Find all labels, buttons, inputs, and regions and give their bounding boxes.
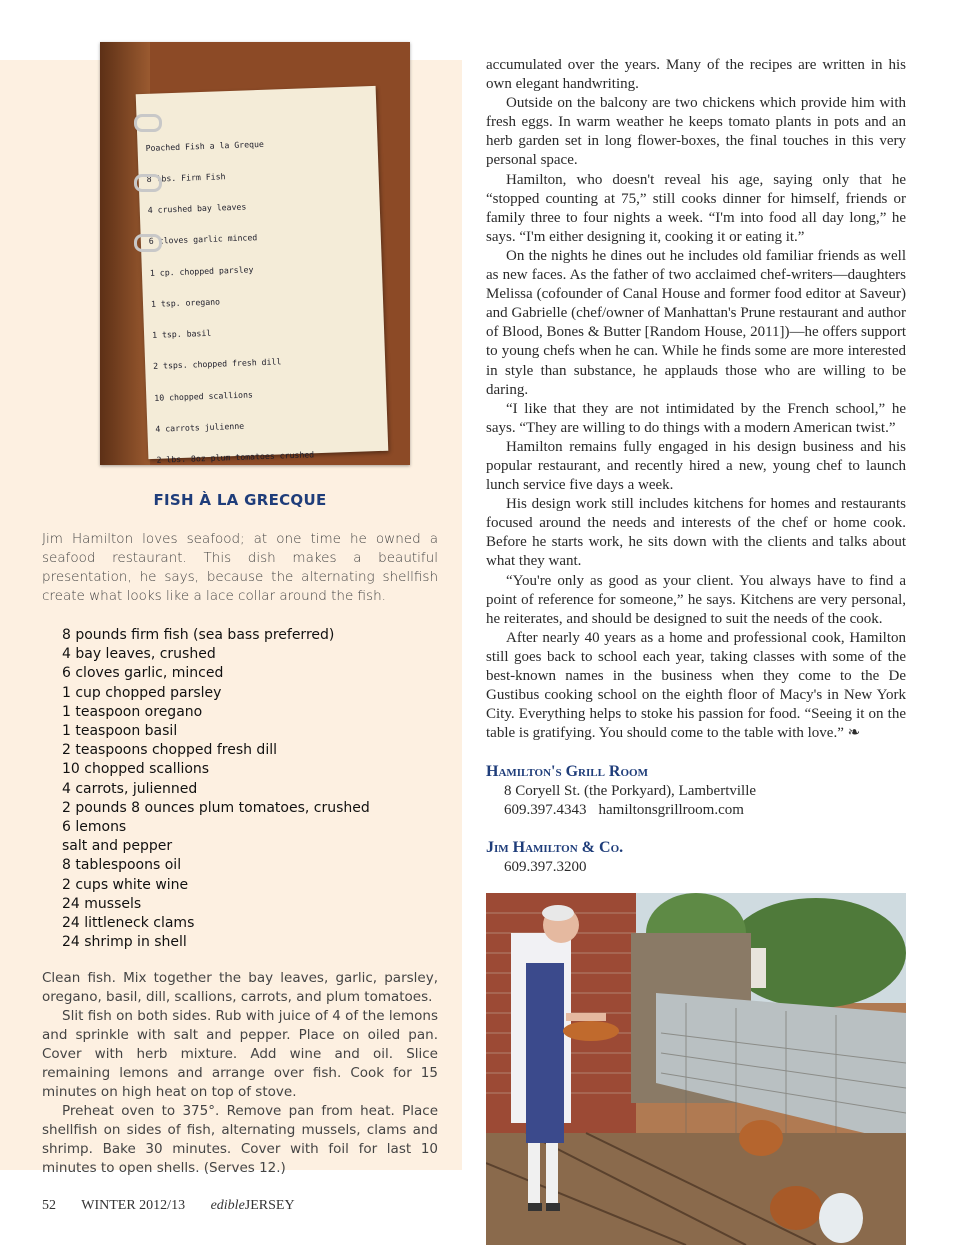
ingredient-item: 1 cup chopped parsley [62,684,222,701]
recipe-card-line: 1 cp. chopped parsley [149,263,254,278]
contact-name: Jim Hamilton & Co. [486,839,624,856]
handwritten-recipe-photo [100,42,410,465]
ingredient-item: 2 teaspoons chopped fresh dill [62,742,277,759]
article-paragraph: Hamilton, who doesn't reveal his age, saying only that he “stopped counting at 75,” still cooks dinner for himself, friends or family three to four nights a week. “I'm into food all day long,” he says. “I'm either designing it, cooking it or eating it.” [486,171,906,245]
magazine-brand [211,1198,295,1213]
contact-phone-web [486,801,906,820]
recipe-card-line: 4 crushed bay leaves [147,201,247,216]
ingredient-item: 8 tablespoons oil [62,857,182,874]
article-paragraph: “You're only as good as your client. You always have to find a point of reference for someone,” he says. Kitchens are very personal, he reiterates, and should be designed to suit the needs of the cook. [486,572,906,627]
article-body [486,56,906,743]
binder-ring-icon [134,114,162,132]
ingredient-list [62,626,442,952]
recipe-card-line: 2 lbs. 8oz plum tomatoes crushed [156,449,315,465]
ingredient-item: 2 pounds 8 ounces plum tomatoes, crushed [62,799,370,816]
ingredient-item: 8 pounds firm fish (sea bass preferred) [62,627,335,643]
ingredient-item: 4 bay leaves, crushed [62,646,216,663]
recipe-title: FISH À LA GRECQUE [153,491,327,509]
recipe-card-line: 10 chopped scallions [154,388,254,403]
recipe-card-line: 1 tsp. basil [151,327,212,340]
article-paragraph: Hamilton remains fully engaged in his design business and his popular restaurant, and recently hired a new, young chef to launch lunch service five days a week. [486,438,906,494]
contact-grill-room [486,762,906,820]
binder-ring-icon [134,234,162,252]
method-step: Preheat oven to 375°. Remove pan from heat. Place shellfish on sides of fish, alternating mussels, clams and shrimp. Bake 30 minutes. Cover with foil for last 10 minutes to open shells. (Serves 12.) [42,1103,438,1176]
article-paragraph: On the nights he dines out he includes old familiar friends as well as new faces. As the father of two acclaimed chef-writers—daughters Melissa (cofounder of Canal House and former food editor at Saveur) and Gabrielle (chef/owner of Manhattan's Prune restaurant and author of Blood, Bones & Butter [Random House, 2011])—he offers support to young chefs when he can. While he finds some are more interested in style than substance, he applauds those who are willing to be daring. [486,247,906,398]
recipe-card-line: 2 tsps. chopped fresh dill [153,356,282,372]
ingredient-item: salt and pepper [62,838,173,855]
contact-address: 8 Coryell St. (the Porkyard), Lambertville [504,783,757,799]
ingredient-item: 2 cups white wine [62,876,189,893]
recipe-card [136,86,389,465]
brand-name: JERSEY [244,1198,295,1213]
article-paragraph: His design work still includes kitchens for homes and restaurants focused around the needs and interests of the chef or home cook. Before he starts work, he sits down with the clients and talks about what they want. [486,496,906,570]
page-number: 52 [42,1198,56,1213]
recipe-card-line: 4 carrots julienne [155,420,245,434]
issue-label: WINTER 2012/13 [81,1198,186,1213]
brand-prefix: edible [210,1198,245,1213]
recipe-intro: Jim Hamilton loves seafood; at one time he owned a seafood restaurant. This dish makes a beautiful presentation, he says, because the alternating shellfish create what looks like a lace collar around the fish. [42,531,438,604]
recipe-card-line: Poached Fish a la Greque [145,138,264,153]
recipe-card-line: 1 tsp. oregano [150,296,221,309]
contact-name: Hamilton's Grill Room [486,763,648,780]
contact-website[interactable]: hamiltonsgrillroom.com [598,802,744,818]
contact-phone: 609.397.4343 [504,802,587,818]
chef-with-chickens-photo [486,893,906,1245]
ingredient-item: 1 teaspoon oregano [62,703,203,720]
article-paragraph: Outside on the balcony are two chickens which provide him with fresh eggs. In warm weather he keeps tomato plants in pots and an herb garden set in long flower-boxes, the final touches in this very personal space. [486,95,906,169]
method-step: Slit fish on both sides. Rub with juice of 4 of the lemons and sprinkle with salt and pepper. Place on oiled pan. Cover with herb mixture. Add wine and oil. Slice remaining lemons and arrange over fish. Cook for 15 minutes on high heat on top of stove. [42,1008,438,1100]
article-paragraph: accumulated over the years. Many of the recipes are written in his own elegant handwriting. [486,57,906,93]
ingredient-item: 24 shrimp in shell [62,934,187,951]
article-paragraph: After nearly 40 years as a home and professional cook, Hamilton still goes back to school each year, taking classes with some of the best-known names in the business when they come to the De Gustibus cooking school on the eighth floor of Macy's in New York City. Everything helps to stoke his passion for food. “Seeing it on the table is gratifying. You should come to the table with love.” ❧ [486,629,906,742]
ingredient-item: 6 cloves garlic, minced [62,665,224,682]
ingredient-item: 24 littleneck clams [62,915,195,932]
contact-phone: 609.397.3200 [504,859,587,875]
ingredient-item: 10 chopped scallions [62,761,210,778]
method-step: Clean fish. Mix together the bay leaves, garlic, parsley, oregano, basil, dill, scallions, carrots, and plum tomatoes. [42,970,438,1005]
recipe-card-line: 6 cloves garlic minced [148,232,258,247]
binder-ring-icon [134,174,162,192]
recipe-card-line: 8 lbs. Firm Fish [146,171,226,184]
photo-illustration [486,893,906,1245]
recipe-method [42,969,438,1178]
ingredient-item: 24 mussels [62,895,142,912]
ingredient-item: 4 carrots, julienned [62,780,198,797]
page-footer [42,1198,317,1214]
handwritten-recipe-text [145,114,389,465]
ingredient-item: 1 teaspoon basil [62,723,178,740]
article-paragraph: “I like that they are not intimidated by the French school,” he says. “They are willing to do things with a modern American twist.” [486,400,906,436]
contact-jim-hamilton-co [486,838,906,877]
ingredient-item: 6 lemons [62,819,127,836]
